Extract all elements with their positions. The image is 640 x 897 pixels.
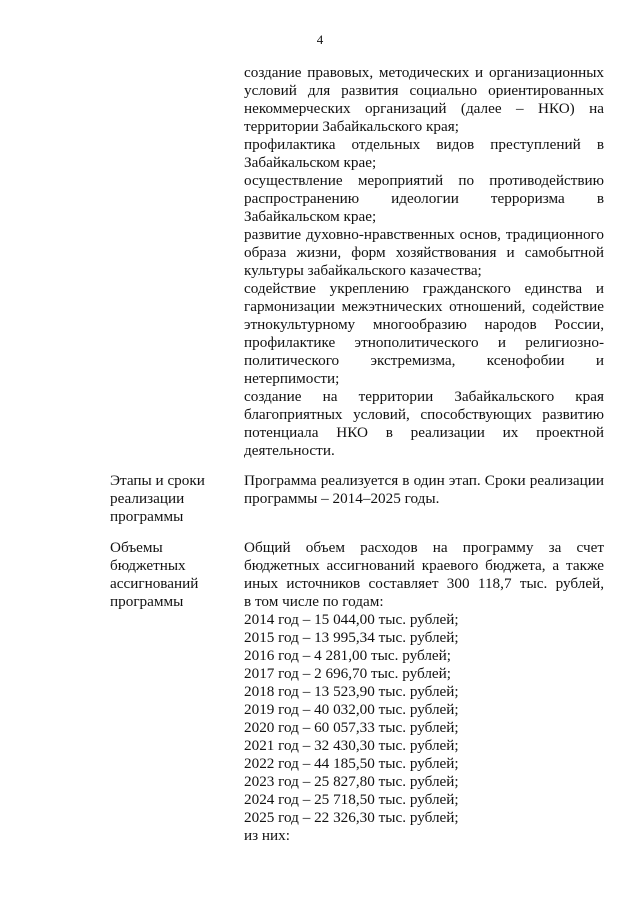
goals-line: деятельности. (244, 442, 335, 459)
stages-text: Программа реализуется в один этап. Сроки реализации (244, 472, 604, 489)
goals-line: гармонизации межэтнических отношений, содействие (244, 298, 604, 315)
stages-label: реализации (110, 490, 185, 507)
goals-line: распространению идеологии терроризма в (244, 190, 604, 207)
budget-year-line: 2024 год – 25 718,50 тыс. рублей; (244, 791, 459, 808)
goals-line: этнокультурному многообразию народов России, (244, 316, 604, 333)
budget-year-line: 2017 год – 2 696,70 тыс. рублей; (244, 665, 452, 682)
budget-year-line: 2016 год – 4 281,00 тыс. рублей; (244, 647, 452, 664)
budget-year-line: 2018 год – 13 523,90 тыс. рублей; (244, 683, 459, 700)
goals-line: образа жизни, форм хозяйствования и самобытной (244, 244, 604, 261)
stages-text: программы – 2014–2025 годы. (244, 490, 440, 507)
stages-label: программы (110, 508, 184, 525)
budget-label: Объемы (110, 539, 163, 556)
budget-year-line: 2022 год – 44 185,50 тыс. рублей; (244, 755, 459, 772)
goals-line: некоммерческих организаций (далее – НКО) на (244, 100, 604, 117)
goals-line: Забайкальском крае; (244, 208, 377, 225)
budget-intro-line: иных источников составляет 300 118,7 тыс. рублей, (244, 575, 604, 592)
budget-year-line: 2015 год – 13 995,34 тыс. рублей; (244, 629, 459, 646)
goals-line: нетерпимости; (244, 370, 340, 387)
budget-year-line: 2020 год – 60 057,33 тыс. рублей; (244, 719, 459, 736)
goals-line: территории Забайкальского края; (244, 118, 459, 135)
goals-line: профилактика отдельных видов преступлений в (244, 136, 604, 153)
budget-year-line: 2023 год – 25 827,80 тыс. рублей; (244, 773, 459, 790)
goals-line: создание правовых, методических и организационных (244, 64, 604, 81)
budget-closing: из них: (244, 827, 290, 844)
goals-line: благоприятных условий, способствующих развитию (244, 406, 604, 423)
goals-line: культуры забайкальского казачества; (244, 262, 482, 279)
goals-line: создание на территории Забайкальского края (244, 388, 604, 405)
goals-line: осуществление мероприятий по противодействию (244, 172, 604, 189)
goals-line: политического экстремизма, ксенофобии и (244, 352, 604, 369)
budget-year-line: 2019 год – 40 032,00 тыс. рублей; (244, 701, 459, 718)
goals-line: развитие духовно-нравственных основ, традиционного (244, 226, 604, 243)
budget-intro-line: бюджетных ассигнований краевого бюджета, а также (244, 557, 604, 574)
stages-label: Этапы и сроки (110, 472, 205, 489)
goals-line: содействие укреплению гражданского единства и (244, 280, 604, 297)
budget-label: ассигнований (110, 575, 199, 592)
goals-line: профилактике этнополитического и религиозно- (244, 334, 604, 351)
budget-year-line: 2021 год – 32 430,30 тыс. рублей; (244, 737, 459, 754)
goals-line: потенциала НКО в реализации их проектной (244, 424, 604, 441)
budget-intro-line: Общий объем расходов на программу за счет (244, 539, 604, 556)
goals-line: условий для развития социально ориентированных (244, 82, 604, 99)
budget-label: программы (110, 593, 184, 610)
budget-intro-line: в том числе по годам: (244, 593, 384, 610)
goals-line: Забайкальском крае; (244, 154, 377, 171)
page-number: 4 (316, 32, 324, 47)
budget-label: бюджетных (110, 557, 186, 574)
budget-year-line: 2014 год – 15 044,00 тыс. рублей; (244, 611, 459, 628)
budget-year-line: 2025 год – 22 326,30 тыс. рублей; (244, 809, 459, 826)
